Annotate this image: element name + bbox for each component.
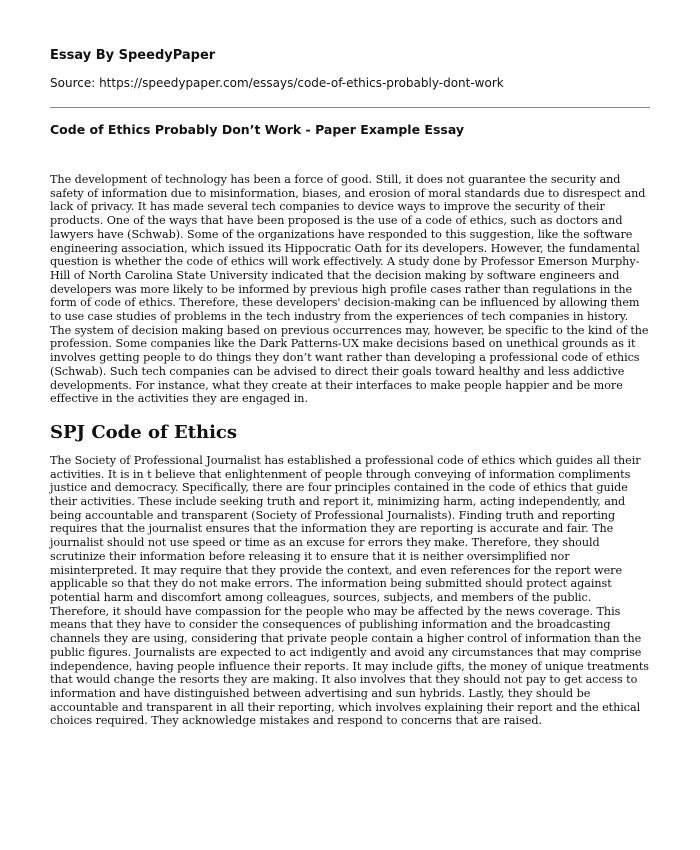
essay-title: Code of Ethics Probably Don’t Work - Paper Example Essay <box>50 122 465 137</box>
body-paragraph-intro: The development of technology has been a force of good. Still, it does not guarantee the security and safety of information due to misinformation, biases, and erosion of moral standards due to disrespect and lack of privacy. It has made several tech companies to device ways to improve the security of their products. One of the ways that have been proposed is the use of a code of ethics, such as doctors and lawyers have (Schwab). Some of the organizations have responded to this suggestion, like the software engineering association, which issued its Hippocratic Oath for its developers. However, the fundamental question is whether the code of ethics will work effectively. A study done by Professor Emerson Murphy-Hill of North Carolina State University indicated that the decision making by software engineers and developers was more likely to be informed by previous high profile cases rather than regulations in the form of code of ethics. Therefore, these developers' decision-making can be influenced by allowing them to use case studies of problems in the tech industry from the experiences of tech companies in history. The system of decision making based on previous occurrences may, however, be specific to the kind of the profession. Some companies like the Dark Patterns-UX make decisions based on unethical grounds as it involves getting people to do things they don’t want rather than developing a professional code of ethics (Schwab). Such tech companies can be advised to direct their goals toward healthy and less addictive developments. For instance, what they create at their interfaces to make people happier and be more effective in the activities they are engaged in. <box>50 173 649 406</box>
section-heading: SPJ Code of Ethics <box>50 421 238 443</box>
header-divider <box>50 107 650 108</box>
brand-title: Essay By SpeedyPaper <box>50 48 216 63</box>
body-paragraph-spj: The Society of Professional Journalist has established a professional code of ethics which guides all their activities. It is in t believe that enlightenment of people through conveying of information compliments justice and democracy. Specifically, there are four principles contained in the code of ethics that guide their activities. These include seeking truth and report it, minimizing harm, acting independently, and being accountable and transparent (Society of Professional Journalists). Finding truth and reporting requires that the journalist ensures that the information they are reporting is accurate and fair. The journalist should not use speed or time as an excuse for errors they make. Therefore, they should scrutinize their information before releasing it to ensure that it is neither oversimplified nor misinterpreted. It may require that they provide the context, and even references for the report were applicable so that they do not make errors. The information being submitted should protect against potential harm and discomfort among colleagues, sources, subjects, and members of the public. Therefore, it should have compassion for the people who may be affected by the news coverage. This means that they have to consider the consequences of publishing information and the broadcasting channels they are using, considering that private people contain a higher control of information than the public figures. Journalists are expected to act indigently and avoid any circumstances that may comprise independence, having people influence their reports. It may include gifts, the money of unique treatments that would change the resorts they are making. It also involves that they should not pay to get access to information and have distinguished between advertising and sun hybrids. Lastly, they should be accountable and transparent in all their reporting, which involves explaining their report and the ethical choices required. They acknowledge mistakes and respond to concerns that are raised. <box>50 453 649 728</box>
document-page <box>50 30 650 728</box>
source-line: Source: https://speedypaper.com/essays/code-of-ethics-probably-dont-work <box>50 76 504 90</box>
